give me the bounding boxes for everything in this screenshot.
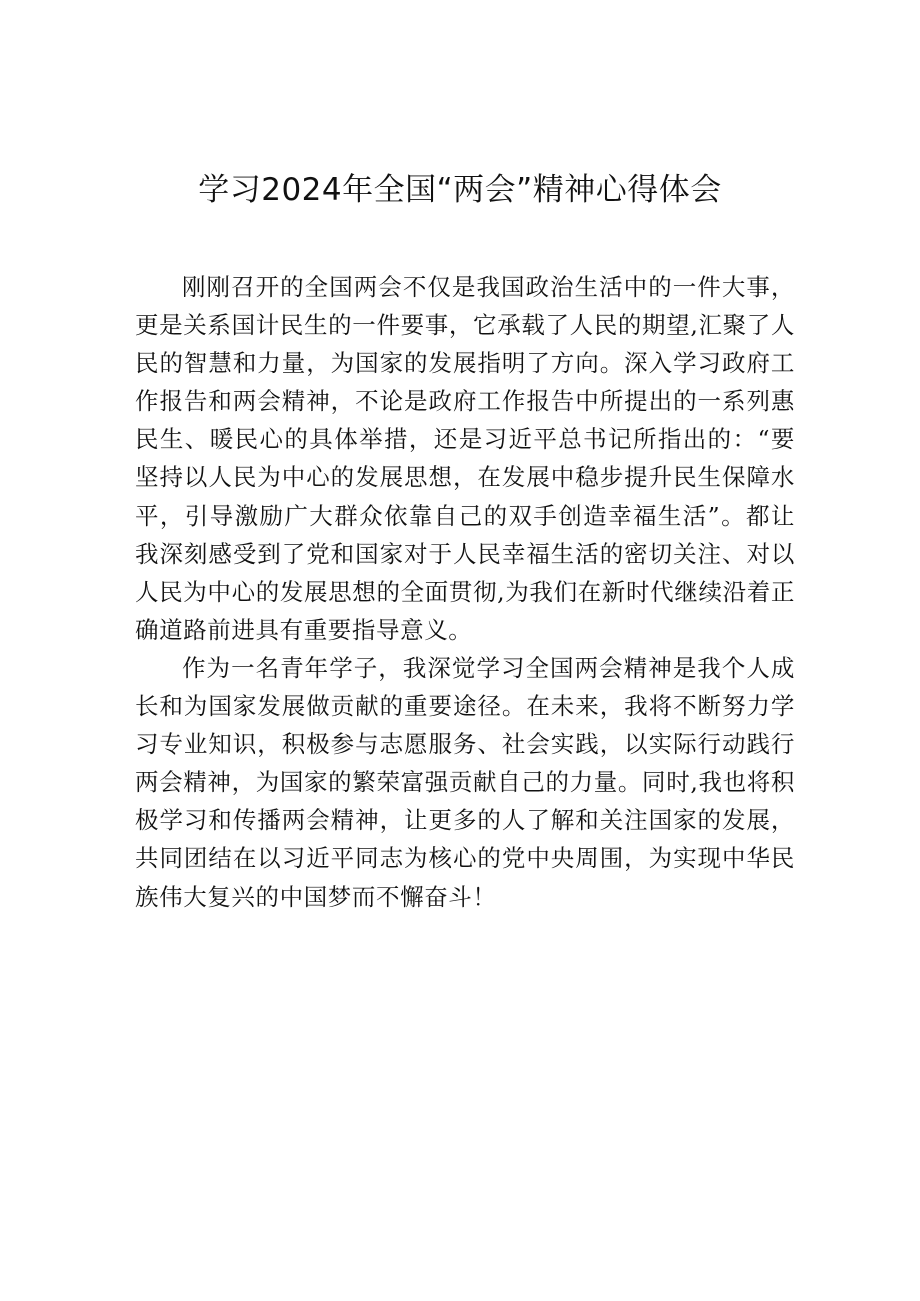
paragraph-1: 刚刚召开的全国两会不仅是我国政治生活中的一件大事，更是关系国计民生的一件要事，它承载了人民的期望,汇聚了人民的智慧和力量，为国家的发展指明了方向。深入学习政府工作报告和两会精神，不论是政府工作报告中所提出的一系列惠民生、暖民心的具体举措，还是习近平总书记所指出的：“要坚持以人民为中心的发展思想，在发展中稳步提升民生保障水平，引导激励广大群众依靠自己的双手创造幸福生活”。都让我深刻感受到了党和国家对于人民幸福生活的密切关注、对以人民为中心的发展思想的全面贯彻,为我们在新时代继续沿着正确道路前进具有重要指导意义。 [135, 273, 795, 644]
paragraph-2: 作为一名青年学子，我深觉学习全国两会精神是我个人成长和为国家发展做贡献的重要途径。在未来，我将不断努力学习专业知识，积极参与志愿服务、社会实践，以实际行动践行两会精神，为国家的繁荣富强贡献自己的力量。同时,我也将积极学习和传播两会精神，让更多的人了解和关注国家的发展，共同团结在以习近平同志为核心的党中央周围，为实现中华民族伟大复兴的中国梦而不懈奋斗！ [135, 653, 795, 911]
document-title: 学习2024年全国“两会”精神心得体会 [198, 172, 722, 208]
document-body [135, 268, 795, 916]
